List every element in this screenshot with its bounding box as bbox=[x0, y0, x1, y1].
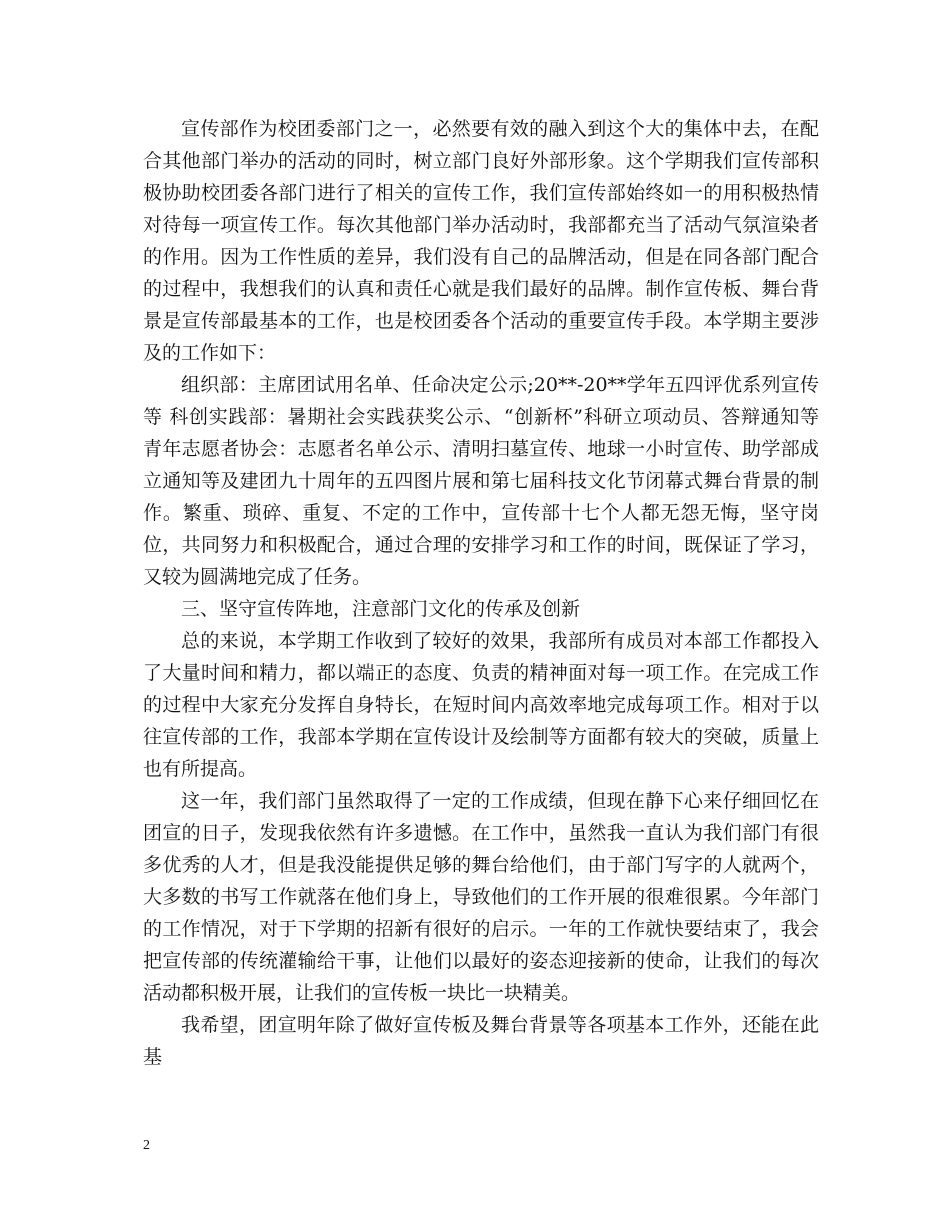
paragraph-intro: 宣传部作为校团委部门之一，必然要有效的融入到这个大的集体中去，在配合其他部门举办的活动的同时，树立部门良好外部形象。这个学期我们宣传部积极协助校团委各部门进行了相关的宣传工作，我们宣传部始终如一的用积极热情对待每一项宣传工作。每次其他部门举办活动时，我部都充当了活动气氛渲染者的作用。因为工作性质的差异，我们没有自己的品牌活动，但是在同各部门配合的过程中，我想我们的认真和责任心就是我们最好的品牌。制作宣传板、舞台背景是宣传部最基本的工作，也是校团委各个活动的重要宣传手段。本学期主要涉及的工作如下： bbox=[143, 118, 819, 364]
section-heading: 三、坚守宣传阵地，注意部门文化的传承及创新 bbox=[181, 598, 581, 620]
document-body bbox=[143, 113, 819, 1073]
paragraph-reflection: 这一年，我们部门虽然取得了一定的工作成绩，但现在静下心来仔细回忆在团宣的日子，发现我依然有许多遗憾。在工作中，虽然我一直认为我们部门有很多优秀的人才，但是我没能提供足够的舞台给他们，由于部门写字的人就两个，大多数的书写工作就落在他们身上，导致他们的工作开展的很难很累。今年部门的工作情况，对于下学期的招新有很好的启示。一年的工作就快要结束了，我会把宣传部的传统灌输给干事，让他们以最好的姿态迎接新的使命，让我们的每次活动都积极开展，让我们的宣传板一块比一块精美。 bbox=[143, 790, 819, 1004]
paragraph-summary: 总的来说，本学期工作收到了较好的效果，我部所有成员对本部工作都投入了大量时间和精力，都以端正的态度、负责的精神面对每一项工作。在完成工作的过程中大家充分发挥自身特长，在短时间内高效率地完成每项工作。相对于以往宣传部的工作，我部本学期在宣传设计及绘制等方面都有较大的突破，质量上也有所提高。 bbox=[143, 630, 819, 780]
paragraph-work-list: 组织部：主席团试用名单、任命决定公示;20**-20**学年五四评优系列宣传等 科创实践部：暑期社会实践获奖公示、“创新杯”科研立项动员、答辩通知等 青年志愿者协会：志愿者名单公示、清明扫墓宣传、地球一小时宣传、助学部成立通知等及建团九十周年的五四图片展和第七届科技文化节闭幕式舞台背景的制作。繁重、琐碎、重复、不定的工作中，宣传部十七个人都无怨无悔，坚守岗位，共同努力和积极配合，通过合理的安排学习和工作的时间，既保证了学习，又较为圆满地完成了任务。 bbox=[143, 374, 819, 588]
page-number: 2 bbox=[143, 1138, 150, 1153]
paragraph-hope: 我希望，团宣明年除了做好宣传板及舞台背景等各项基本工作外，还能在此基 bbox=[143, 1014, 819, 1068]
